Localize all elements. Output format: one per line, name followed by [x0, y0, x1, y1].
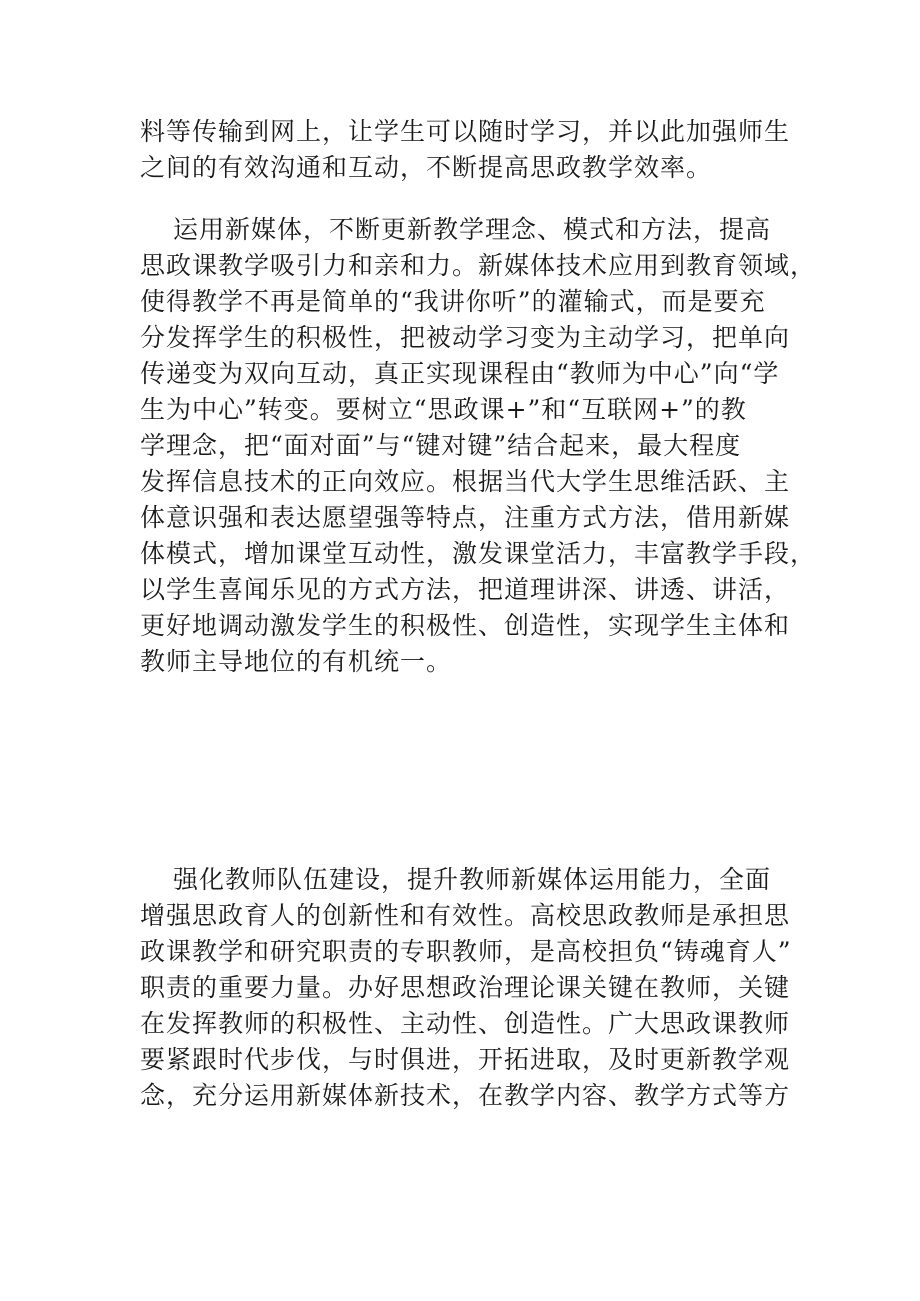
- text-line: 增强思政育人的创新性和有效性。高校思政教师是承担思: [140, 901, 791, 930]
- paragraph-teacher-team: [140, 862, 790, 1114]
- text-line: 政课教学和研究职责的专职教师，是高校担负“铸魂育人”: [140, 937, 792, 966]
- paragraph-new-media: [140, 212, 817, 680]
- text-line: 更好地调动激发学生的积极性、创造性，实现学生主体和: [140, 611, 791, 640]
- paragraph-continuation: [140, 114, 790, 186]
- text-line: 强化教师队伍建设，提升教师新媒体运用能力，全面: [173, 865, 772, 894]
- text-line: 教师主导地位的有机统一。: [140, 647, 453, 676]
- text-line: 生为中心”转变。要树立“思政课+”和“互联网+”的教: [140, 395, 747, 424]
- text-line: 职责的重要力量。办好思想政治理论课关键在教师，关键: [140, 973, 791, 1002]
- text-line: 以学生喜闻乐见的方式方法，把道理讲深、讲透、讲活，: [140, 575, 791, 604]
- text-line: 使得教学不再是简单的“我讲你听”的灌输式，而是要充: [140, 287, 766, 316]
- text-line: 传递变为双向互动，真正实现课程由“教师为中心”向“学: [140, 359, 780, 388]
- text-line: 分发挥学生的积极性，把被动学习变为主动学习，把单向: [140, 323, 791, 352]
- text-line: 学理念，把“面对面”与“键对键”结合起来，最大程度: [140, 431, 742, 460]
- text-line: 之间的有效沟通和互动，不断提高思政教学效率。: [140, 153, 713, 182]
- text-line: 发挥信息技术的正向效应。根据当代大学生思维活跃、主: [140, 467, 791, 496]
- text-line: 要紧跟时代步伐，与时俱进，开拓进取，及时更新教学观: [140, 1045, 791, 1074]
- text-line: 思政课教学吸引力和亲和力。新媒体技术应用到教育领域，: [140, 251, 817, 280]
- text-line: 体意识强和表达愿望强等特点，注重方式方法，借用新媒: [140, 503, 791, 532]
- text-line: 体模式，增加课堂互动性，激发课堂活力，丰富教学手段，: [140, 539, 817, 568]
- text-line: 念，充分运用新媒体新技术，在教学内容、教学方式等方: [140, 1081, 791, 1110]
- text-line: 料等传输到网上，让学生可以随时学习，并以此加强师生: [140, 117, 791, 146]
- text-line: 运用新媒体，不断更新教学理念、模式和方法，提高: [173, 215, 772, 244]
- text-line: 在发挥教师的积极性、主动性、创造性。广大思政课教师: [140, 1009, 791, 1038]
